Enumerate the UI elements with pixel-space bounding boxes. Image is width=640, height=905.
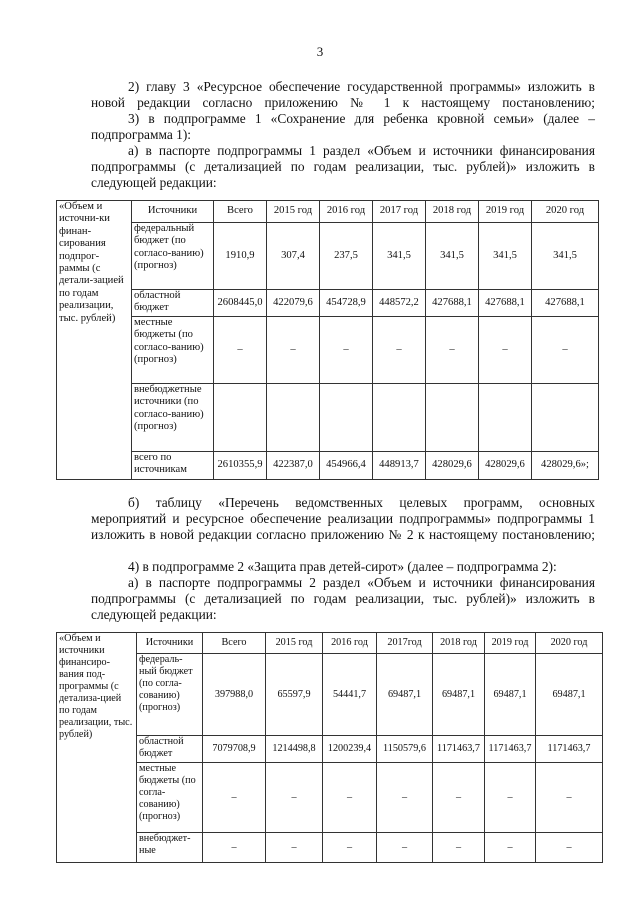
paragraph-table-list: б) таблицу «Перечень ведомственных целевых программ, основных мероприятий и ресурсное обеспечение реализации подпрограммы» подпрограммы 1 изложить в новой редакции согласно приложению № 2 к настоящему постановлению; [91, 495, 595, 542]
value-cell: 341,5 [532, 223, 599, 290]
value-cell: – [377, 763, 433, 833]
value-cell [373, 384, 426, 452]
table1-header-cell: 2016 год [320, 201, 373, 223]
value-cell: 1171463,7 [433, 736, 485, 763]
value-cell: 422079,6 [267, 290, 320, 317]
value-cell: – [479, 317, 532, 384]
value-cell: 1171463,7 [536, 736, 603, 763]
value-cell: 1171463,7 [485, 736, 536, 763]
value-cell: – [426, 317, 479, 384]
source-label: местные бюджеты (по согласо-ванию) (прогноз) [132, 317, 214, 384]
table2-header-cell: 2016 год [323, 633, 377, 654]
paragraph-passport-2: а) в паспорте подпрограммы 2 раздел «Объем и источники финансирования подпрограммы (с детализацией по годам реализации, тыс. рублей)» изложить в следующей редакции: [91, 575, 595, 622]
value-cell: 54441,7 [323, 654, 377, 736]
table1-header-cell: Всего [214, 201, 267, 223]
table2-header-cell: 2020 год [536, 633, 603, 654]
value-cell: 427688,1 [479, 290, 532, 317]
table-row [57, 654, 603, 736]
table2-header-cell: Источники [137, 633, 203, 654]
table-row [57, 317, 599, 384]
table1-header-cell: Источники [132, 201, 214, 223]
value-cell: 1910,9 [214, 223, 267, 290]
funding-table-subprogram-1 [56, 200, 599, 480]
source-label: областной бюджет [137, 736, 203, 763]
paragraph-subprogram-2: 4) в подпрограмме 2 «Защита прав детей-сирот» (далее – подпрограмма 2): [128, 559, 557, 574]
source-label: федеральный бюджет (по согласо-ванию) (прогноз) [132, 223, 214, 290]
table-row [57, 384, 599, 452]
value-cell: – [532, 317, 599, 384]
value-cell [479, 384, 532, 452]
source-label: федераль-ный бюджет (по согла-сованию) (прогноз) [137, 654, 203, 736]
source-label: областной бюджет [132, 290, 214, 317]
value-cell: 2610355,9 [214, 452, 267, 480]
value-cell: – [266, 763, 323, 833]
paragraph-subprogram-1: 3) в подпрограмме 1 «Сохранение для ребенка кровной семьи» (далее – подпрограмма 1): [91, 111, 595, 142]
value-cell: 69487,1 [433, 654, 485, 736]
value-cell: 1214498,8 [266, 736, 323, 763]
value-cell: 341,5 [479, 223, 532, 290]
table-row [57, 290, 599, 317]
value-cell: 237,5 [320, 223, 373, 290]
table1-description: «Объем и источни-ки финан-сирования подпрог-раммы (с детали-зацией по годам реализации, тыс. рублей) [57, 201, 132, 480]
value-cell [320, 384, 373, 452]
value-cell: 448572,2 [373, 290, 426, 317]
value-cell [532, 384, 599, 452]
source-label: внебюджетные источники (по согласо-ванию) (прогноз) [132, 384, 214, 452]
value-cell [267, 384, 320, 452]
value-cell: – [320, 317, 373, 384]
value-cell: – [323, 763, 377, 833]
value-cell: 307,4 [267, 223, 320, 290]
value-cell: – [267, 317, 320, 384]
value-cell: 427688,1 [426, 290, 479, 317]
value-cell: – [373, 317, 426, 384]
value-cell: 7079708,9 [203, 736, 266, 763]
table2-header-cell: 2017год [377, 633, 433, 654]
table-row [57, 833, 603, 863]
value-cell: – [203, 833, 266, 863]
value-cell: – [323, 833, 377, 863]
table-row [57, 763, 603, 833]
table1-header-cell: 2015 год [267, 201, 320, 223]
value-cell: – [433, 763, 485, 833]
value-cell: 397988,0 [203, 654, 266, 736]
value-cell: – [536, 763, 603, 833]
value-cell: – [203, 763, 266, 833]
table-row [57, 452, 599, 480]
page-number: 3 [316, 44, 324, 59]
value-cell: 428029,6 [479, 452, 532, 480]
table1-header-cell: 2019 год [479, 201, 532, 223]
value-cell: – [377, 833, 433, 863]
value-cell [426, 384, 479, 452]
paragraph-chapter-3: 2) главу 3 «Ресурсное обеспечение государственной программы» изложить в новой редакции согласно приложению № 1 к настоящему постановлению; [91, 79, 595, 110]
value-cell: – [433, 833, 485, 863]
table2-description: «Объем и источники финансиро-вания под-программы (с детализа-цией по годам реализации, тыс. рублей) [57, 633, 137, 863]
source-label: внебюджет-ные [137, 833, 203, 863]
paragraph-passport-1: а) в паспорте подпрограммы 1 раздел «Объем и источники финансирования подпрограммы (с детализацией по годам реализации, тыс. рублей)» изложить в следующей редакции: [91, 143, 595, 190]
value-cell: – [485, 833, 536, 863]
value-cell: 341,5 [426, 223, 479, 290]
value-cell: – [266, 833, 323, 863]
value-cell: 454728,9 [320, 290, 373, 317]
value-cell: 422387,0 [267, 452, 320, 480]
value-cell: 2608445,0 [214, 290, 267, 317]
table2-header-cell: 2019 год [485, 633, 536, 654]
value-cell: 428029,6»; [532, 452, 599, 480]
value-cell: 1150579,6 [377, 736, 433, 763]
table-row [57, 223, 599, 290]
value-cell: 1200239,4 [323, 736, 377, 763]
table1-header-cell: 2020 год [532, 201, 599, 223]
value-cell: 448913,7 [373, 452, 426, 480]
value-cell: 427688,1 [532, 290, 599, 317]
table1-header-cell: 2017 год [373, 201, 426, 223]
table2-header-cell: 2018 год [433, 633, 485, 654]
table-row [57, 736, 603, 763]
value-cell: – [214, 317, 267, 384]
table2-header-cell: Всего [203, 633, 266, 654]
value-cell: 341,5 [373, 223, 426, 290]
value-cell: 69487,1 [536, 654, 603, 736]
value-cell: 454966,4 [320, 452, 373, 480]
table1-header-cell: 2018 год [426, 201, 479, 223]
value-cell: – [485, 763, 536, 833]
value-cell: 65597,9 [266, 654, 323, 736]
funding-table-subprogram-2 [56, 632, 603, 863]
value-cell: – [536, 833, 603, 863]
value-cell: 69487,1 [485, 654, 536, 736]
value-cell: 69487,1 [377, 654, 433, 736]
source-label: всего по источникам [132, 452, 214, 480]
source-label: местные бюджеты (по согла-сованию) (прогноз) [137, 763, 203, 833]
value-cell [214, 384, 267, 452]
value-cell: 428029,6 [426, 452, 479, 480]
table2-header-cell: 2015 год [266, 633, 323, 654]
